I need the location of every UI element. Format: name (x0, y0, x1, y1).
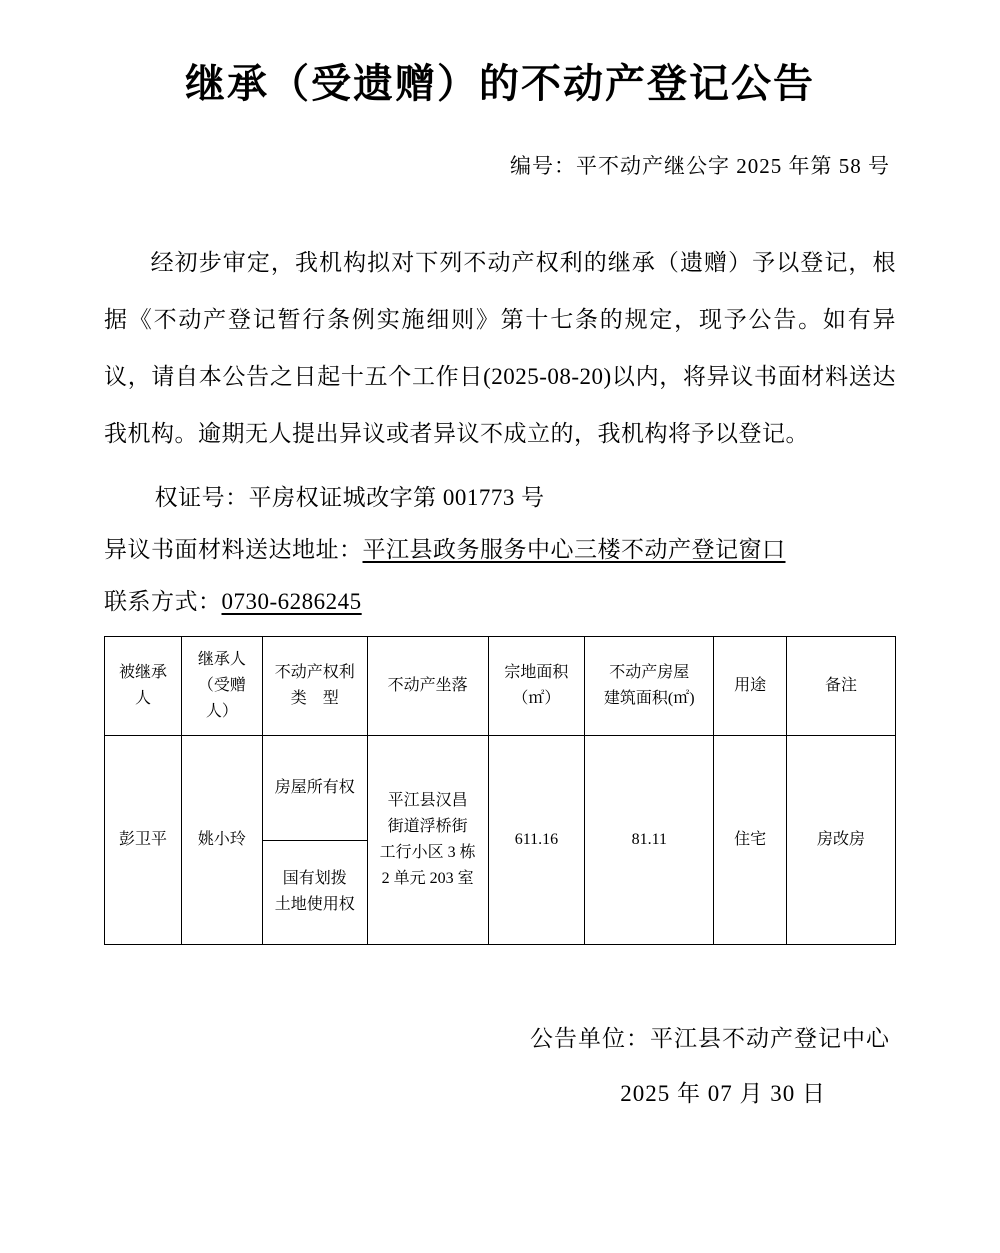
table-header-remark (787, 637, 896, 736)
cell-location (367, 736, 488, 945)
cell-right-type-2-line1: 国有划拨 (282, 870, 347, 888)
cell-location-line2: 街道浮桥街 (387, 818, 468, 835)
contact-label: 联系方式： (104, 589, 222, 614)
contact-line (104, 576, 896, 628)
cell-land-area: 611.16 (488, 736, 585, 945)
table-header-row-group (105, 637, 896, 736)
issuing-organization: 公告单位：平江县不动产登记中心 (530, 1026, 890, 1051)
table-header-heir (181, 637, 262, 736)
table-header-land-area (488, 637, 585, 736)
issue-date: 2025 年 07 月 30 日 (620, 1081, 826, 1106)
document-number: 编号：平不动产继公字 2025 年第 58 号 (510, 154, 890, 178)
table-header-row (105, 637, 896, 736)
delivery-address-line (104, 524, 896, 576)
table-body (105, 736, 896, 945)
paragraph-text: 经初步审定，我机构拟对下列不动产权利的继承（遗赠）予以登记，根据《不动产登记暂行条例实施细则》第十七条的规定，现予公告。如有异议，请自本公告之日起十五个工作日(2025-08-20)以内，将异议书面材料送达我机构。逾期无人提出异议或者异议不成立的，我机构将予以登记。 (104, 250, 896, 446)
cell-right-type-2-line2: 土地使用权 (274, 896, 355, 914)
cell-remark: 房改房 (787, 736, 896, 945)
table-header-location-line1: 不动产坐落 (387, 677, 468, 694)
table-header-right-type (262, 637, 367, 736)
table-header-location (367, 637, 488, 736)
cell-usage: 住宅 (714, 736, 787, 945)
cell-right-type-1: 房屋所有权 (262, 736, 367, 841)
table-header-building-area (585, 637, 714, 736)
cell-decedent: 彭卫平 (105, 736, 182, 945)
certificate-number-line: 权证号：平房权证城改字第 001773 号 (154, 485, 545, 510)
table-header-land-area-line1: 宗地面积 (504, 664, 569, 681)
table-header-decedent-line2: 人 (134, 690, 151, 707)
cell-location-line1: 平江县汉昌 (387, 792, 468, 809)
table-header-usage (714, 637, 787, 736)
cell-location-line3: 工行小区 3 栋 (379, 844, 476, 861)
table-header-right-type-line1: 不动产权利 (274, 664, 355, 681)
cell-heir: 姚小玲 (181, 736, 262, 945)
table-header-heir-line3: 人） (205, 703, 238, 720)
table-header-heir-line2: （受赠 (197, 677, 246, 694)
page-title: 继承（受遗赠）的不动产登记公告 (185, 61, 815, 106)
registration-table (104, 636, 896, 945)
delivery-address-label: 异议书面材料送达地址： (104, 537, 363, 562)
document-page (0, 58, 1000, 1253)
cell-building-area: 81.11 (585, 736, 714, 945)
cell-location-line4: 2 单元 203 室 (381, 870, 474, 887)
announcement-paragraph (104, 234, 896, 462)
table-header-right-type-line2: 类 型 (290, 690, 339, 707)
table-header-heir-line1: 继承人 (197, 651, 246, 668)
table-header-decedent-line1: 被继承 (118, 664, 167, 681)
table-header-building-area-line2: 建筑面积(㎡) (603, 690, 695, 707)
contact-value: 0730-6286245 (221, 589, 362, 614)
table-row (105, 736, 896, 841)
delivery-address-value: 平江县政务服务中心三楼不动产登记窗口 (362, 537, 786, 562)
table-header-decedent (105, 637, 182, 736)
table-header-usage-line1: 用途 (734, 677, 767, 694)
table-header-building-area-line1: 不动产房屋 (609, 664, 690, 681)
cell-right-type-2 (262, 840, 367, 945)
table-header-remark-line1: 备注 (825, 677, 858, 694)
table-header-land-area-line2: （㎡） (512, 690, 561, 707)
